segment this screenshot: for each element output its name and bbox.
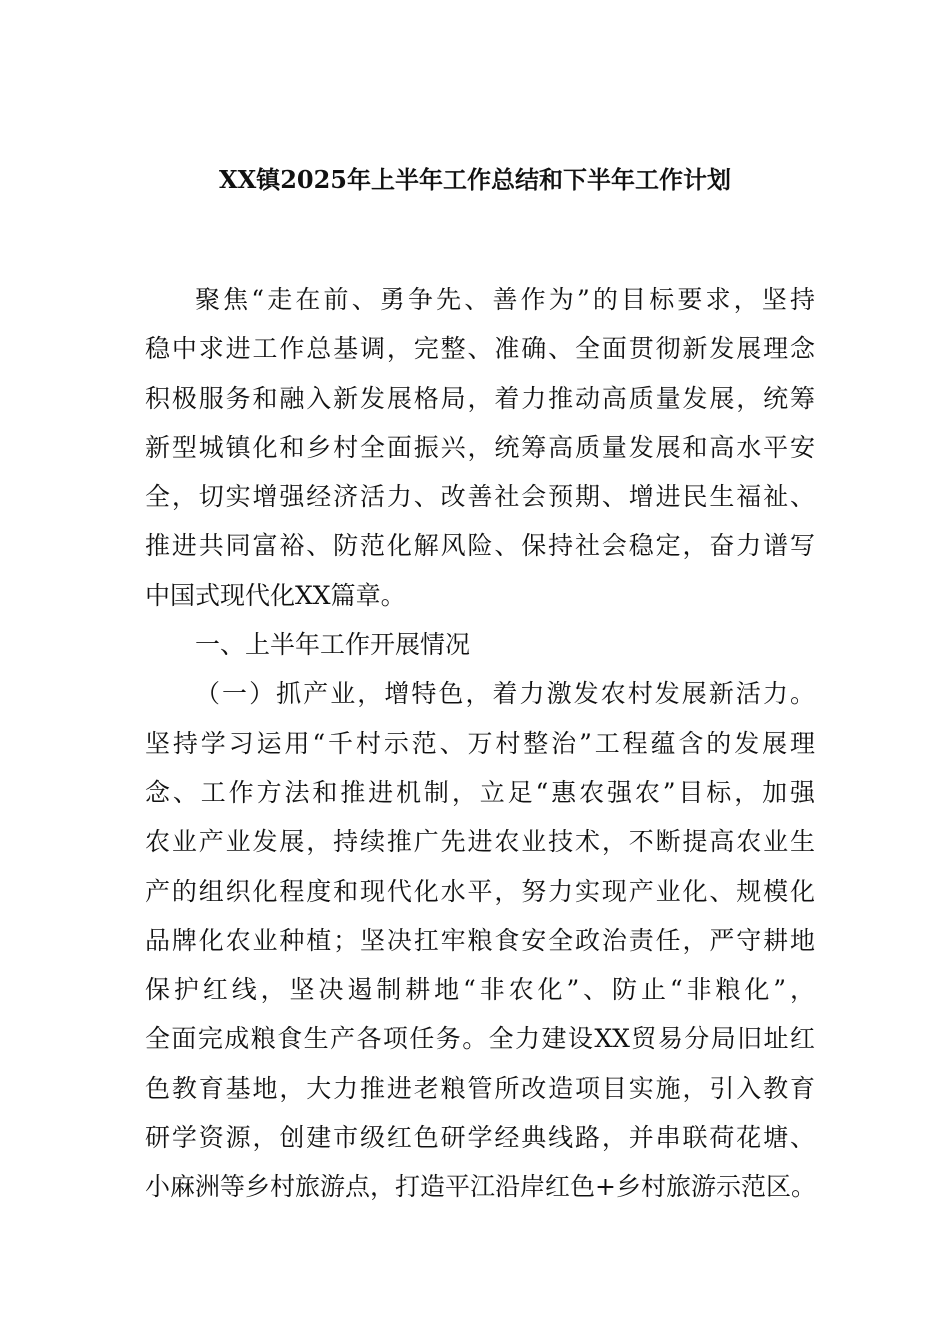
paragraph-line: 稳中求进工作总基调，完整、准确、全面贯彻新发展理念 xyxy=(145,334,815,364)
paragraph-line: 坚持学习运用“千村示范、万村整治”工程蕴含的发展理 xyxy=(145,728,815,758)
paragraph-line: 全面完成粮食生产各项任务。全力建设XX贸易分局旧址红 xyxy=(145,1024,815,1054)
paragraph-line: 农业产业发展，持续推广先进农业技术，不断提高农业生 xyxy=(145,827,815,857)
paragraph-line: 小麻洲等乡村旅游点，打造平江沿岸红色+乡村旅游示范区。 xyxy=(145,1172,816,1202)
paragraph-line: 中国式现代化XX篇章。 xyxy=(145,580,406,610)
paragraph-line: 产的组织化程度和现代化水平，努力实现产业化、规模化 xyxy=(145,876,815,906)
paragraph-line: 聚焦“走在前、勇争先、善作为”的目标要求，坚持 xyxy=(195,285,815,314)
paragraph-line: 保护红线，坚决遏制耕地“非农化”、防止“非粮化”， xyxy=(145,975,815,1005)
document-title: XX镇2025年上半年工作总结和下半年工作计划 xyxy=(218,165,732,194)
paragraph-line: 新型城镇化和乡村全面振兴，统筹高质量发展和高水平安 xyxy=(145,432,815,462)
paragraph-line: 色教育基地，大力推进老粮管所改造项目实施，引入教育 xyxy=(145,1073,815,1103)
subsection-heading: （一）抓产业，增特色，着力激发农村发展新活力。 xyxy=(195,679,815,709)
section-heading: 一、上半年工作开展情况 xyxy=(195,630,471,660)
paragraph-line: 全，切实增强经济活力、改善社会预期、增进民生福祉、 xyxy=(145,482,815,512)
paragraph-line: 积极服务和融入新发展格局，着力推动高质量发展，统筹 xyxy=(145,383,815,413)
document-body xyxy=(145,275,815,1212)
paragraph-line: 念、工作方法和推进机制，立足“惠农强农”目标，加强 xyxy=(145,777,815,807)
paragraph-line: 品牌化农业种植；坚决扛牢粮食安全政治责任，严守耕地 xyxy=(145,925,815,955)
paragraph-line: 研学资源，创建市级红色研学经典线路，并串联荷花塘、 xyxy=(145,1123,815,1153)
paragraph-line: 推进共同富裕、防范化解风险、保持社会稳定，奋力谱写 xyxy=(145,531,815,561)
